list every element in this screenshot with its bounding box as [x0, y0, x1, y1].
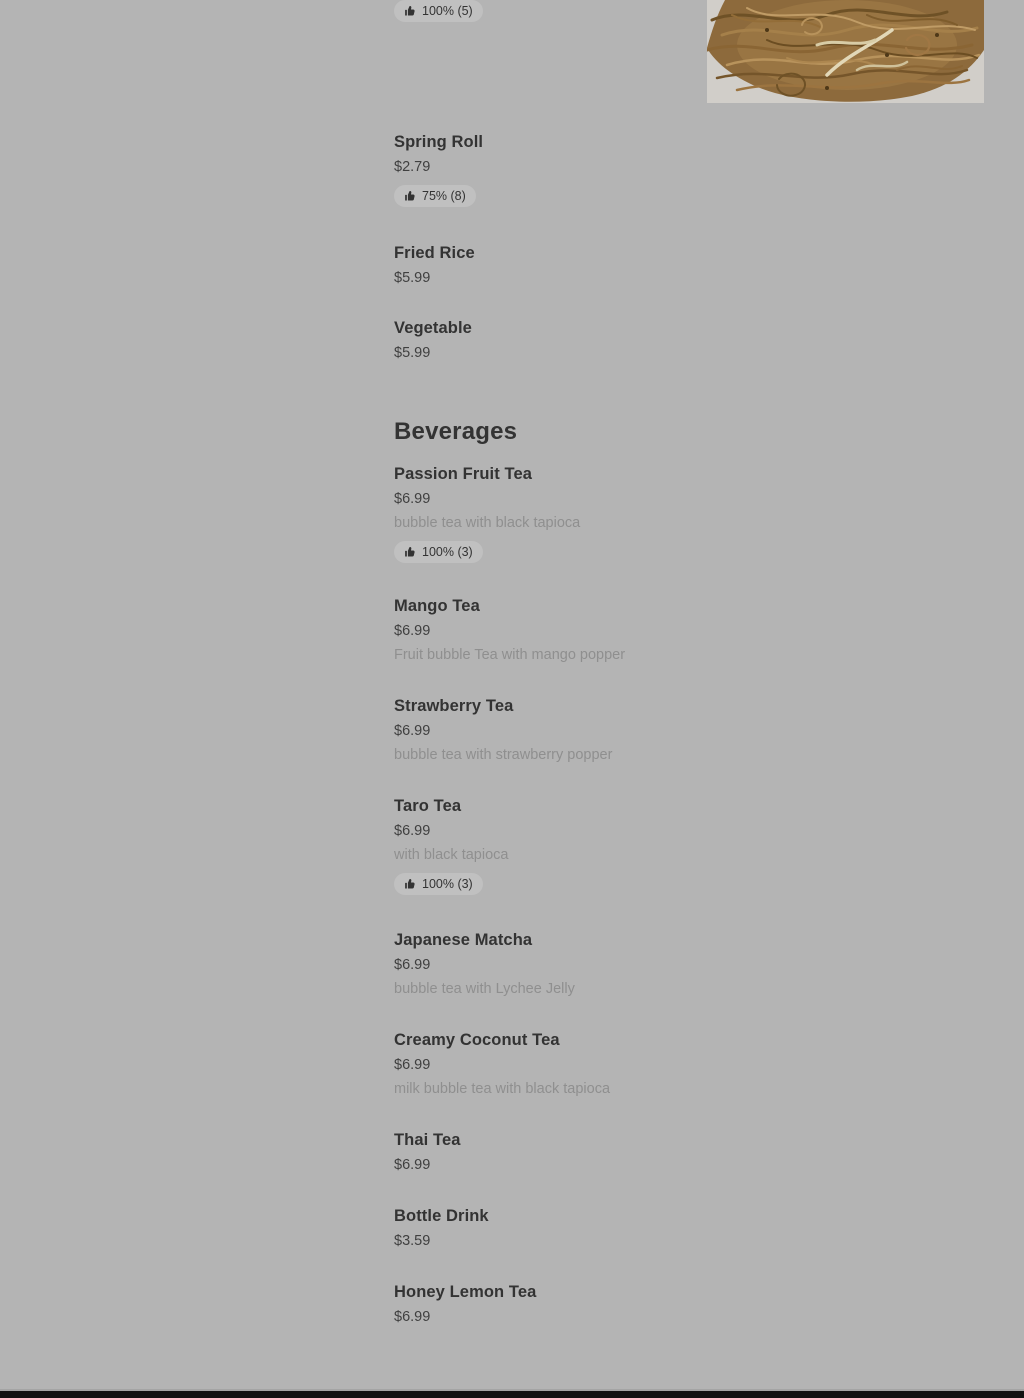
item-name: Taro Tea — [394, 797, 462, 815]
item-price: $6.99 — [394, 491, 431, 507]
rating-label: 100% (5) — [422, 4, 473, 18]
menu-item[interactable] — [394, 693, 724, 767]
item-name: Vegetable — [394, 319, 472, 337]
menu-item[interactable] — [394, 1127, 724, 1177]
menu-item[interactable] — [394, 927, 724, 1001]
item-price: $6.99 — [394, 1309, 431, 1325]
menu-item[interactable] — [394, 129, 724, 207]
item-price: $5.99 — [394, 345, 431, 361]
item-price: $6.99 — [394, 823, 431, 839]
item-price: $6.99 — [394, 723, 431, 739]
item-price: $5.99 — [394, 270, 431, 286]
item-name: Strawberry Tea — [394, 697, 514, 715]
rating-badge — [394, 873, 483, 895]
menu-item[interactable] — [394, 461, 724, 563]
item-name: Mango Tea — [394, 597, 480, 615]
item-price: $2.79 — [394, 159, 431, 175]
item-name: Japanese Matcha — [394, 931, 533, 949]
bottom-bar — [0, 1391, 1024, 1398]
menu-item[interactable] — [394, 1203, 724, 1253]
menu-column — [394, 0, 724, 1329]
item-description: with black tapioca — [394, 847, 509, 863]
thumbs-up-icon — [404, 5, 416, 17]
item-name: Bottle Drink — [394, 1207, 489, 1225]
menu-item[interactable] — [394, 1279, 724, 1329]
menu-item[interactable] — [394, 315, 724, 365]
item-price: $6.99 — [394, 957, 431, 973]
item-name: Fried Rice — [394, 244, 475, 262]
item-price: $6.99 — [394, 1057, 431, 1073]
rating-label: 100% (3) — [422, 545, 473, 559]
item-name: Spring Roll — [394, 133, 484, 151]
rating-badge — [394, 0, 483, 22]
item-description: milk bubble tea with black tapioca — [394, 1081, 611, 1097]
menu-item[interactable] — [394, 593, 724, 667]
item-name: Honey Lemon Tea — [394, 1283, 537, 1301]
rating-label: 75% (8) — [422, 189, 466, 203]
thumbs-up-icon — [404, 878, 416, 890]
item-price: $6.99 — [394, 623, 431, 639]
item-name: Creamy Coconut Tea — [394, 1031, 560, 1049]
item-price: $6.99 — [394, 1157, 431, 1173]
menu-item[interactable] — [394, 240, 724, 290]
rating-badge — [394, 541, 483, 563]
item-description: bubble tea with black tapioca — [394, 515, 581, 531]
item-description: bubble tea with Lychee Jelly — [394, 981, 575, 997]
item-name: Thai Tea — [394, 1131, 461, 1149]
section-heading-beverages: Beverages — [394, 418, 518, 445]
item-description: bubble tea with strawberry popper — [394, 747, 613, 763]
rating-badge — [394, 185, 476, 207]
noodles-dish-photo[interactable] — [707, 0, 984, 103]
menu-item[interactable] — [394, 793, 724, 895]
item-price: $3.59 — [394, 1233, 431, 1249]
item-description: Fruit bubble Tea with mango popper — [394, 647, 626, 663]
rating-label: 100% (3) — [422, 877, 473, 891]
thumbs-up-icon — [404, 190, 416, 202]
thumbs-up-icon — [404, 546, 416, 558]
menu-item[interactable] — [394, 1027, 724, 1101]
item-name: Passion Fruit Tea — [394, 465, 533, 483]
